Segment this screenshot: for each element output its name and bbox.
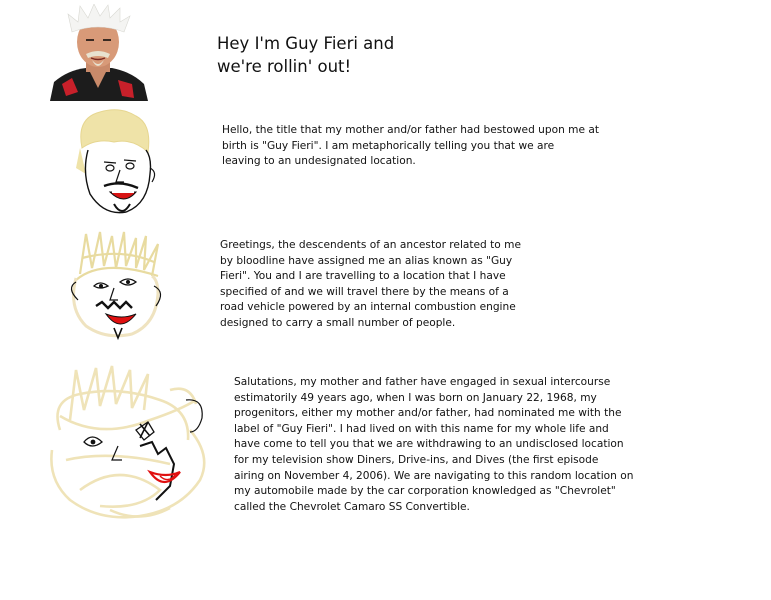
caption-line: label of "Guy Fieri". I had lived on with this name for my whole life and xyxy=(234,422,609,435)
caption-line: have come to tell you that we are withdrawing to an undisclosed location xyxy=(234,438,624,451)
caption-line: leaving to an undesignated location. xyxy=(222,155,416,168)
caption-line: progenitors, either my mother and/or father, had nominated me with the xyxy=(234,407,622,420)
guy-fieri-photo-icon xyxy=(48,4,150,101)
caption-line: road vehicle powered by an internal combustion engine xyxy=(220,301,516,314)
caption-line: Greetings, the descendents of an ancestor related to me xyxy=(220,239,521,251)
caption-line: specified of and we will travel there by the means of a xyxy=(220,285,509,298)
title-line: Hey I'm Guy Fieri and xyxy=(217,34,395,53)
drawn-face-messy-icon xyxy=(62,228,174,342)
title-line: we're rollin' out! xyxy=(217,57,352,76)
caption-line: Salutations, my mother and father have engaged in sexual intercourse xyxy=(234,376,611,388)
panel-2-caption xyxy=(222,123,599,170)
caption-line: estimatorily 49 years ago, when I was born on January 22, 1968, my xyxy=(234,391,597,404)
panel-3-caption xyxy=(220,238,521,332)
drawn-face-simple-icon xyxy=(70,108,160,222)
meme-title xyxy=(217,32,394,78)
caption-line: airing on November 4, 2006). We are navigating to this random location on xyxy=(234,469,634,482)
drawn-face-chaotic-icon xyxy=(40,360,216,524)
caption-line: for my television show Diners, Drive-ins, and Dives (the first episode xyxy=(234,453,599,466)
caption-line: Fieri". You and I are travelling to a location that I have xyxy=(220,270,506,283)
caption-line: by bloodline have assigned me an alias known as "Guy xyxy=(220,254,513,267)
caption-line: Hello, the title that my mother and/or father had bestowed upon me at xyxy=(222,124,600,136)
caption-line: called the Chevrolet Camaro SS Convertible. xyxy=(234,500,470,513)
caption-line: designed to carry a small number of people. xyxy=(220,316,456,329)
caption-line: birth is "Guy Fieri". I am metaphorically telling you that we are xyxy=(222,139,555,152)
panel-4-caption xyxy=(234,375,633,515)
caption-line: my automobile made by the car corporation knowledged as "Chevrolet" xyxy=(234,485,616,498)
